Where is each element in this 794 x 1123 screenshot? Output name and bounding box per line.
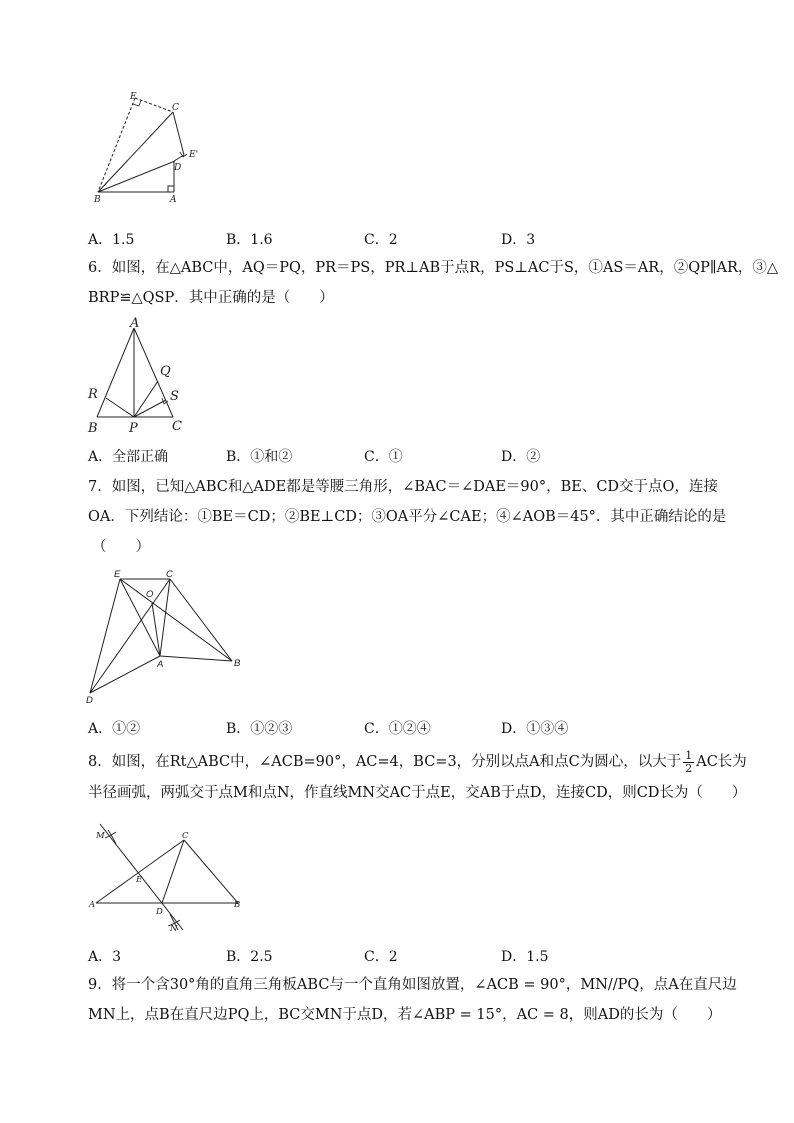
label-e: E bbox=[130, 92, 137, 102]
label-s: S bbox=[170, 389, 179, 404]
option-b[interactable]: B．①②③ bbox=[226, 721, 293, 737]
label-m: M bbox=[96, 831, 105, 841]
question-7-text bbox=[88, 472, 728, 562]
arc-m-1 bbox=[108, 830, 116, 844]
label-q: Q bbox=[160, 364, 171, 379]
segment-cb bbox=[184, 840, 238, 903]
question-7-line-1: 7．如图，已知△ABC和△ADE都是等腰三角形，∠BAC＝∠DAE＝90°，BE、CD交于点O，连接 bbox=[88, 479, 718, 495]
segment-ce2 bbox=[173, 112, 184, 155]
segment-ed bbox=[90, 579, 120, 693]
figure-q5 bbox=[88, 88, 218, 208]
label-d: D bbox=[174, 163, 182, 173]
label-e: E bbox=[136, 875, 143, 885]
label-b: B bbox=[234, 900, 241, 910]
segment-eb-dashed bbox=[98, 98, 135, 192]
option-d[interactable]: D．1.5 bbox=[501, 949, 549, 965]
question-9-line-1: 9．将一个含30°角的直角三角板ABC与一个直角如图放置，∠ACB = 90°，MN//PQ，点A在直尺边 bbox=[88, 977, 737, 993]
option-c[interactable]: C．①②④ bbox=[364, 721, 431, 737]
option-d[interactable]: D．①③④ bbox=[501, 721, 569, 737]
label-a: A bbox=[170, 195, 177, 205]
segment-pq bbox=[134, 381, 158, 417]
segment-ps bbox=[134, 400, 166, 417]
segment-ab bbox=[97, 328, 134, 417]
right-angle-a bbox=[168, 186, 174, 192]
label-c: C bbox=[182, 831, 189, 841]
segment-cd bbox=[162, 840, 184, 903]
label-o: O bbox=[146, 589, 154, 600]
label-d: D bbox=[86, 695, 93, 706]
label-b: B bbox=[88, 421, 98, 436]
label-c: C bbox=[172, 103, 179, 113]
question-8-line-1-pre: 8．如图，在Rt△ABC中，∠ACB=90°，AC=4，BC=3，分别以点A和点C为圆心，以大于 bbox=[88, 754, 682, 770]
question-8-line-1-post: AC长为 bbox=[696, 754, 747, 770]
label-d: D bbox=[156, 907, 163, 917]
question-6-line-2: BRP≌△QSP．其中正确的是（ ） bbox=[88, 290, 334, 306]
segment-ac bbox=[96, 840, 184, 903]
question-9-line-2: MN上，点B在直尺边PQ上，BC交MN于点D，若∠ABP = 15°，AC = 8，则AD的长为（ ） bbox=[88, 1007, 722, 1023]
fraction-denominator: 2 bbox=[685, 761, 693, 775]
figure-q8 bbox=[88, 818, 248, 938]
label-b: B bbox=[94, 195, 101, 205]
question-8-line-2: 半径画弧，两弧交于点M和点N，作直线MN交AC于点E，交AB于点D，连接CD，则CD长为（ ） bbox=[88, 785, 747, 801]
label-c: C bbox=[166, 569, 173, 580]
label-c: C bbox=[172, 419, 182, 434]
segment-ab bbox=[160, 656, 232, 661]
figure-q7 bbox=[82, 565, 252, 707]
question-8-line-1 bbox=[88, 746, 747, 778]
segment-bd bbox=[98, 161, 175, 192]
segment-eb bbox=[120, 579, 232, 661]
question-6-line-1: 6．如图，在△ABC中，AQ＝PQ，PR＝PS，PR⊥AB于点R，PS⊥AC于S，①AS＝AR，②QP∥AR，③△ bbox=[88, 260, 779, 276]
option-b[interactable]: B．①和② bbox=[226, 449, 293, 465]
segment-dc bbox=[90, 579, 170, 693]
option-d[interactable]: D．② bbox=[501, 449, 541, 465]
option-a[interactable]: A．①② bbox=[88, 721, 141, 737]
label-p: P bbox=[129, 421, 138, 436]
fraction-numerator: 1 bbox=[685, 748, 693, 762]
label-e-prime: E' bbox=[189, 150, 199, 160]
option-b[interactable]: B．1.6 bbox=[226, 232, 273, 248]
question-7-line-3: （ ） bbox=[92, 539, 150, 555]
label-b: B bbox=[234, 658, 241, 669]
figure-q6 bbox=[84, 318, 194, 438]
label-n: N bbox=[170, 924, 178, 934]
option-a[interactable]: A．全部正确 bbox=[88, 449, 169, 465]
segment-pr bbox=[106, 398, 134, 417]
option-b[interactable]: B．2.5 bbox=[226, 949, 273, 965]
fraction-half bbox=[683, 750, 694, 775]
option-c[interactable]: C．2 bbox=[364, 232, 398, 248]
label-r: R bbox=[88, 387, 98, 402]
label-a: A bbox=[89, 900, 96, 910]
label-e: E bbox=[114, 569, 121, 580]
option-d[interactable]: D．3 bbox=[501, 232, 536, 248]
option-c[interactable]: C．2 bbox=[364, 949, 398, 965]
option-c[interactable]: C．① bbox=[364, 449, 403, 465]
option-a[interactable]: A．3 bbox=[88, 949, 122, 965]
question-9-text bbox=[88, 970, 737, 1030]
label-a: A bbox=[130, 316, 140, 331]
option-a[interactable]: A．1.5 bbox=[88, 232, 135, 248]
segment-da bbox=[90, 656, 160, 693]
question-8-text bbox=[88, 746, 747, 808]
segment-bc bbox=[98, 112, 173, 192]
question-7-line-2: OA．下列结论：①BE＝CD；②BE⊥CD；③OA平分∠CAE；④∠AOB＝45°．其中正确结论的是 bbox=[88, 509, 727, 525]
label-a: A bbox=[157, 659, 164, 670]
segment-cb bbox=[170, 579, 232, 661]
question-6-text bbox=[88, 253, 779, 313]
